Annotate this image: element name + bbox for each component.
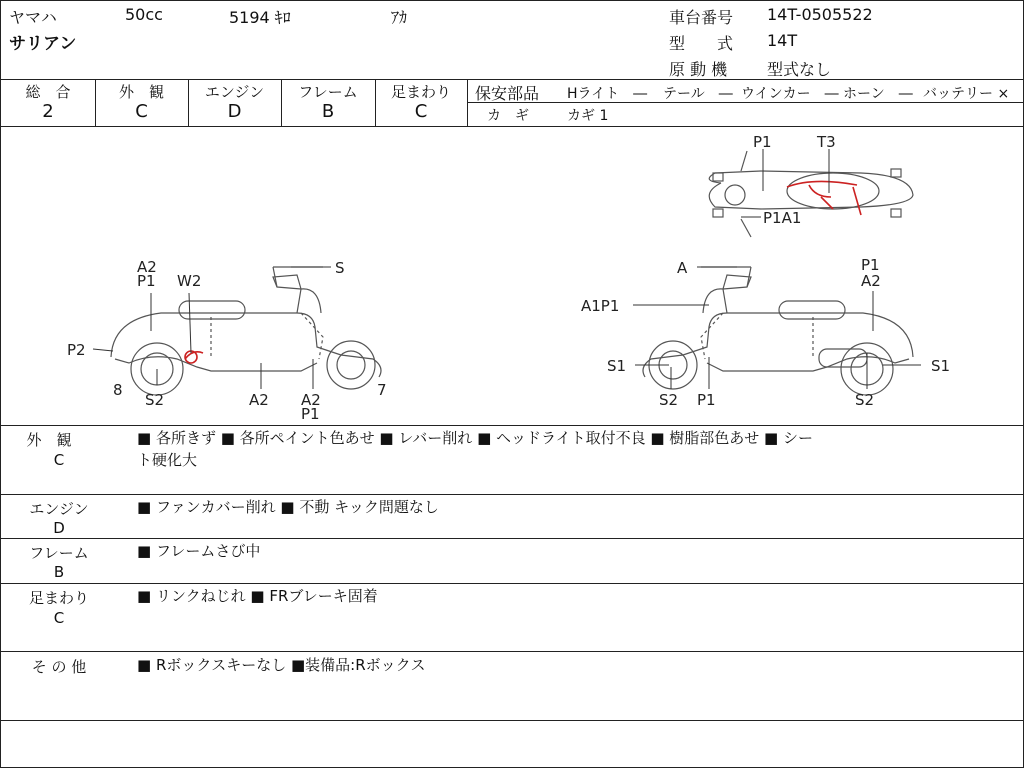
section-name-frame: フレーム bbox=[29, 544, 89, 562]
section-text-engine: ■ ファンカバー削れ ■ 不動 キック問題なし bbox=[137, 498, 439, 516]
frame-label: 車台番号 bbox=[669, 8, 734, 27]
damage-mark bbox=[809, 185, 831, 197]
grade-label-engine: エンジン bbox=[204, 83, 265, 101]
damage-mark bbox=[787, 181, 857, 187]
diagram-label-top: T3 bbox=[817, 133, 836, 151]
diagram-label-right: S1 bbox=[607, 357, 627, 375]
safety-item-horn: ホーン ― bbox=[843, 86, 913, 102]
divider bbox=[1, 538, 1023, 539]
diagram-label-left: P1 bbox=[301, 405, 320, 423]
section-text-exterior-2: ト硬化大 bbox=[137, 451, 198, 469]
diagram-label-top: P1A1 bbox=[763, 209, 802, 227]
grade-value-frame: B bbox=[321, 101, 335, 122]
diagram-label-left: A2 bbox=[249, 391, 269, 409]
damage-mark bbox=[853, 187, 861, 215]
diagram-label-left: S bbox=[335, 259, 345, 277]
diagram-label-right: S2 bbox=[659, 391, 679, 409]
frame-number: 14T-0505522 bbox=[767, 5, 873, 24]
section-name-exterior: 外 観 bbox=[26, 431, 72, 449]
diagram-label-right: P1 bbox=[697, 391, 716, 409]
grade-value-engine: D bbox=[227, 101, 242, 122]
section-name-other: そ の 他 bbox=[31, 658, 87, 676]
diagram-label-right: A bbox=[677, 259, 688, 277]
section-text-other: ■ Rボックスキーなし ■装備品:Rボックス bbox=[137, 656, 426, 674]
diagram-label-right: A2 bbox=[861, 272, 881, 290]
model-name: サリアン bbox=[9, 34, 77, 54]
divider bbox=[1, 651, 1023, 652]
diagram-labels bbox=[67, 133, 950, 423]
key-label: カ ギ bbox=[487, 108, 529, 124]
safety-item-headlight: Hライト ― bbox=[567, 86, 648, 102]
grade-value-suspension: C bbox=[414, 101, 428, 122]
diagram-label-left: A2 bbox=[137, 258, 157, 276]
section-grade-suspension: C bbox=[53, 609, 65, 627]
section-grade-engine: D bbox=[53, 519, 65, 537]
safety-item-battery: バッテリー × bbox=[923, 86, 1010, 102]
diagram-label-right: S1 bbox=[931, 357, 951, 375]
section-text-exterior-1: ■ 各所きず ■ 各所ペイント色あせ ■ レバー削れ ■ ヘッドライト取付不良 ■ 樹脂部色あせ ■ シー bbox=[137, 429, 813, 447]
grade-label-suspension: 足まわり bbox=[390, 83, 451, 101]
key-value: カギ 1 bbox=[567, 108, 609, 124]
damage-diagram bbox=[1, 127, 1023, 425]
safety-item-winker: ウインカー ― bbox=[741, 86, 839, 102]
engine-value: 型式なし bbox=[767, 60, 832, 79]
section-grade-frame: B bbox=[53, 563, 65, 581]
diagram-label-left: P2 bbox=[67, 341, 86, 359]
diagram-label-right: A1P1 bbox=[581, 297, 620, 315]
section-text-suspension: ■ リンクねじれ ■ FRブレーキ固着 bbox=[137, 587, 378, 605]
grade-label-overall: 総 合 bbox=[25, 83, 71, 101]
divider bbox=[1, 494, 1023, 495]
type-value: 14T bbox=[767, 31, 798, 50]
mileage: 5194 ｷﾛ bbox=[229, 8, 291, 27]
divider bbox=[467, 79, 468, 126]
diagram-label-left: A2 bbox=[301, 391, 321, 409]
type-label: 型 式 bbox=[669, 34, 734, 53]
displacement: 50cc bbox=[125, 5, 163, 24]
engine-label: 原 動 機 bbox=[669, 60, 728, 79]
diagram-label-left: 7 bbox=[377, 381, 387, 399]
section-grade-exterior: C bbox=[53, 451, 65, 469]
maker: ヤマハ bbox=[9, 8, 57, 27]
diagram-label-top: P1 bbox=[753, 133, 772, 151]
diagram-label-left: S2 bbox=[145, 391, 165, 409]
section-name-suspension: 足まわり bbox=[28, 589, 89, 607]
grade-value-exterior: C bbox=[135, 101, 148, 122]
grade-value-overall: 2 bbox=[42, 101, 54, 122]
divider bbox=[1, 720, 1023, 721]
safety-title: 保安部品 bbox=[475, 84, 540, 103]
diagram-label-left: W2 bbox=[177, 272, 202, 290]
diagram-label-left: P1 bbox=[137, 272, 156, 290]
diagram-label-left: 8 bbox=[113, 381, 123, 399]
color: ｱｶ bbox=[391, 8, 408, 27]
scooter-top-view-icon bbox=[709, 151, 913, 237]
safety-item-tail: テール ― bbox=[663, 86, 733, 102]
grade-label-frame: フレーム bbox=[298, 83, 358, 101]
section-text-frame: ■ フレームさび中 bbox=[137, 542, 261, 560]
diagram-label-right: S2 bbox=[855, 391, 875, 409]
grade-label-exterior: 外 観 bbox=[118, 83, 164, 101]
section-name-engine: エンジン bbox=[29, 500, 89, 518]
divider bbox=[1, 583, 1023, 584]
divider bbox=[1, 79, 1023, 80]
diagram-label-right: P1 bbox=[861, 256, 880, 274]
divider bbox=[1, 425, 1023, 426]
